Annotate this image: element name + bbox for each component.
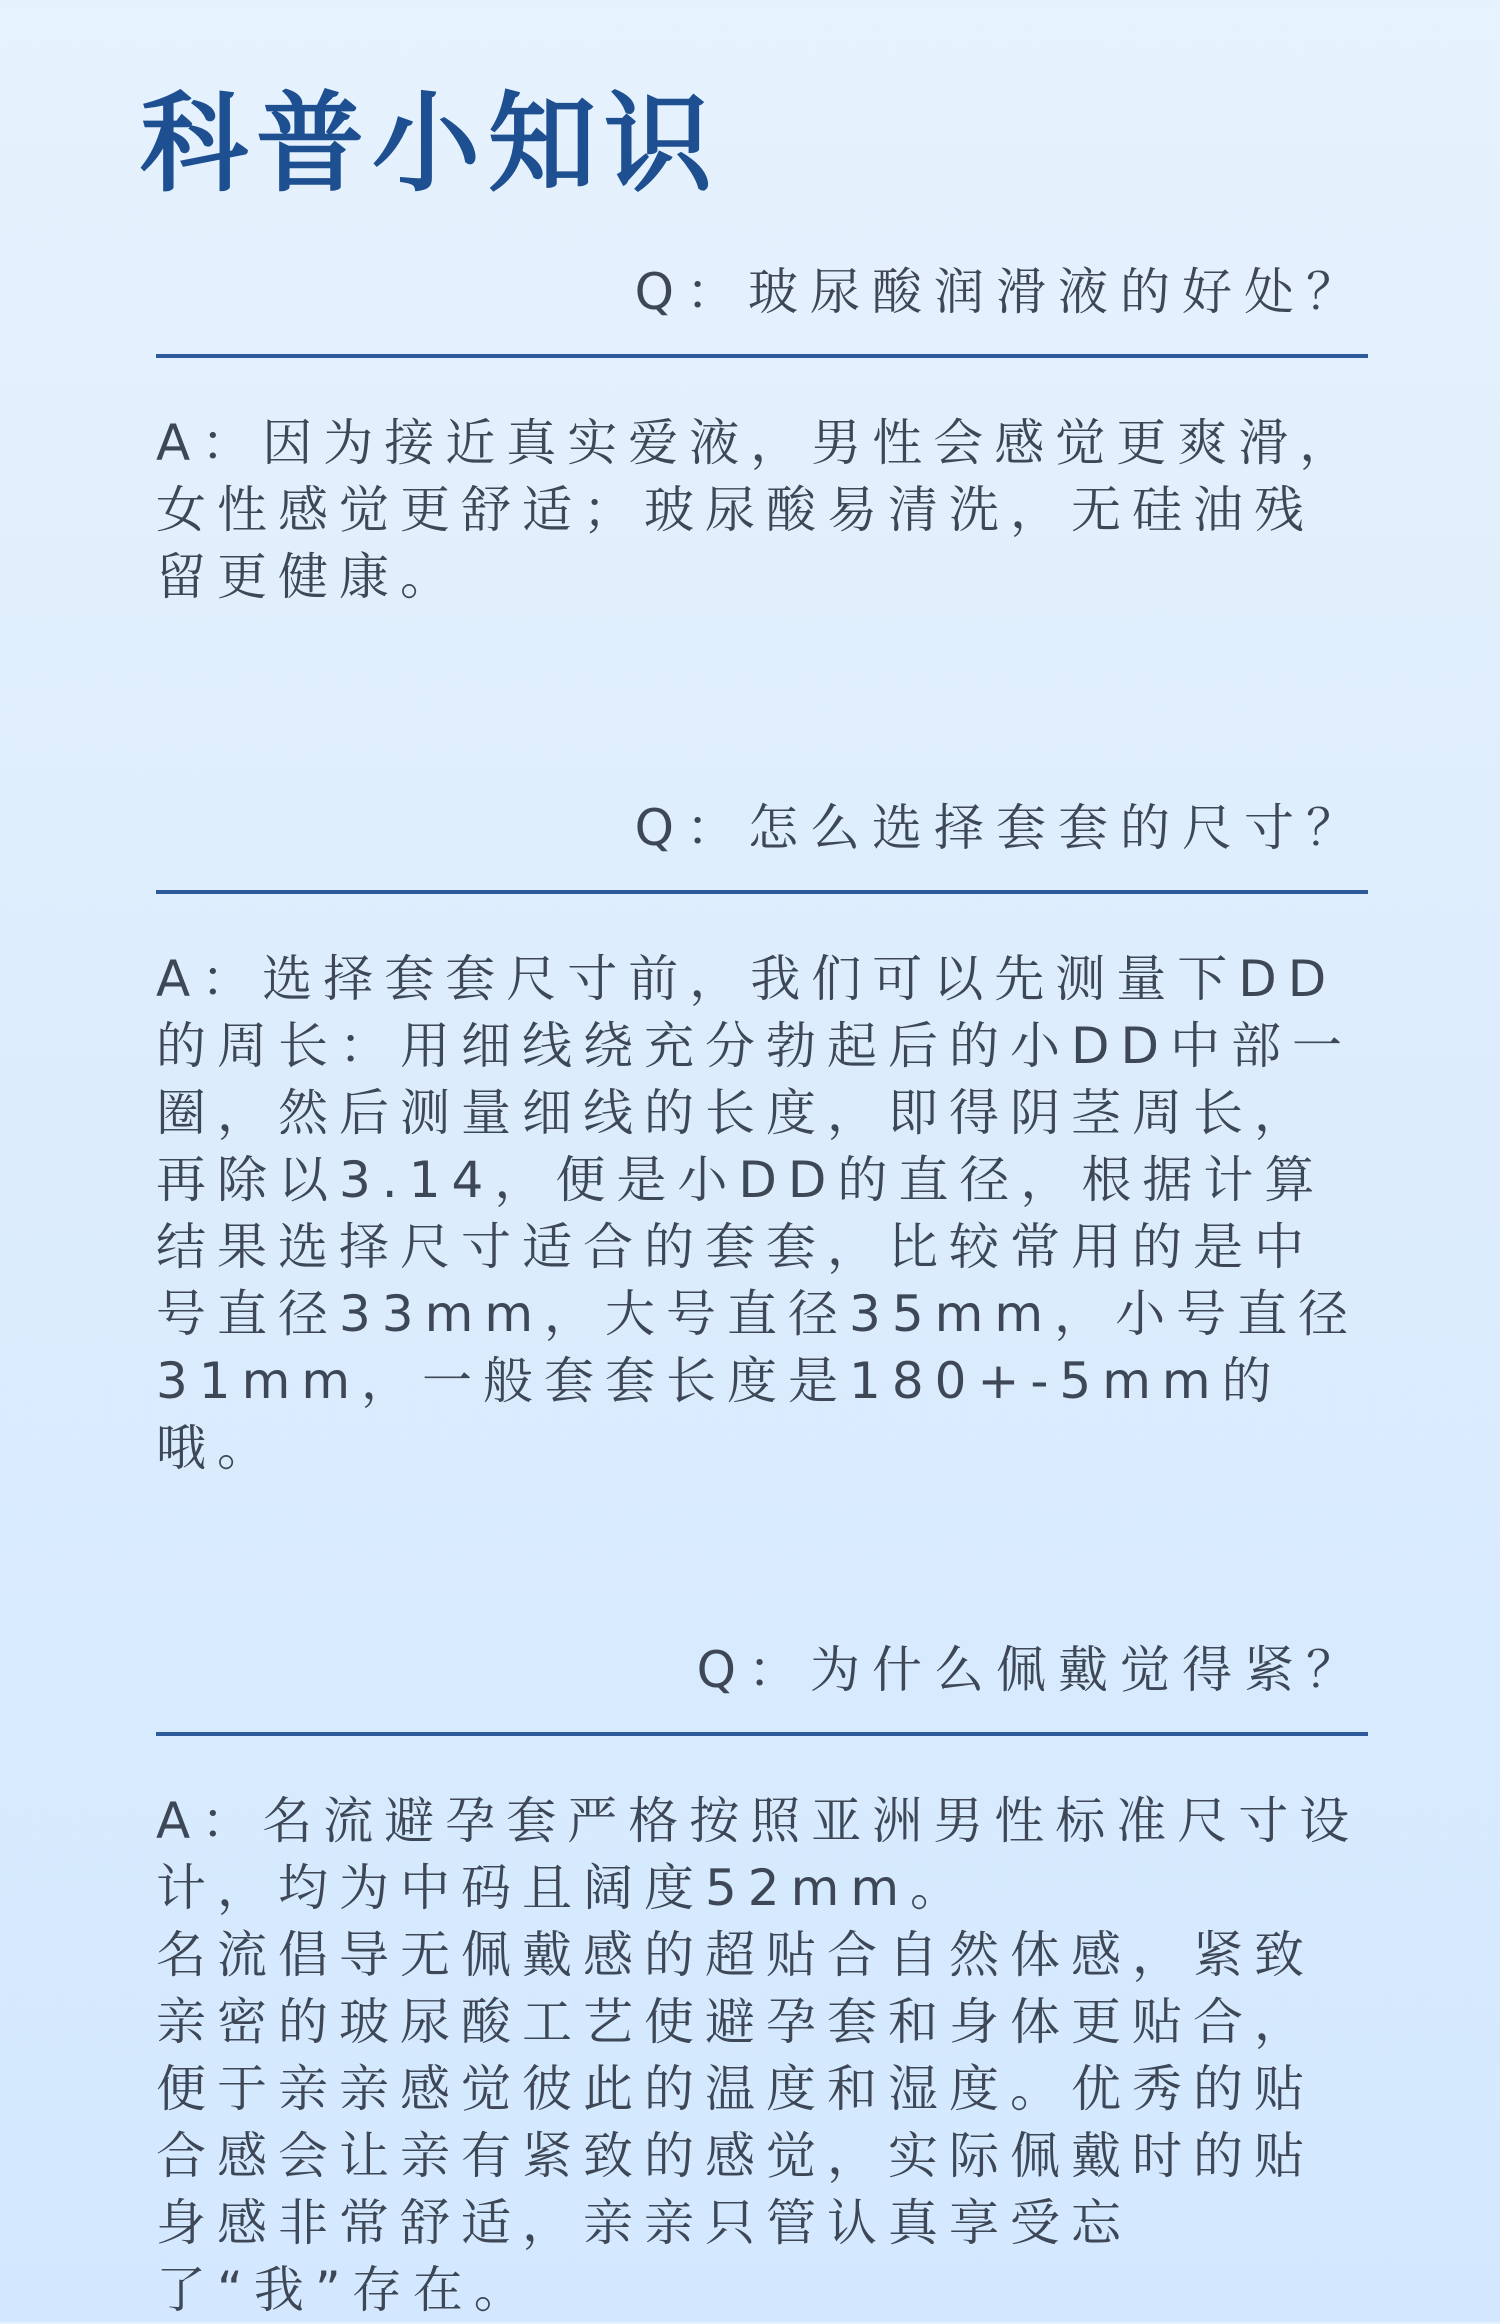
faq-answer-paragraph: A：名流避孕套严格按照亚洲男性标准尺寸设计，均为中码且阔度52mm。 — [156, 1792, 1361, 1917]
faq-answer — [156, 410, 1368, 611]
faq-item-tight-fit — [156, 1630, 1368, 2324]
faq-item-hyaluronic-lubricant — [156, 252, 1368, 611]
faq-answer — [156, 946, 1368, 1482]
faq-question: Q：为什么佩戴觉得紧？ — [696, 1641, 1368, 1699]
faq-divider — [156, 354, 1368, 358]
faq-question: Q：怎么选择套套的尺寸？ — [634, 799, 1368, 857]
faq-answer-paragraph: 名流倡导无佩戴感的超贴合自然体感，紧致亲密的玻尿酸工艺使避孕套和身体更贴合，便于亲亲感觉彼此的温度和湿度。优秀的贴合感会让亲有紧致的感觉，实际佩戴时的贴身感非常舒适，亲亲只管认真享受忘了“我”存在。 — [156, 1926, 1315, 2319]
faq-item-size-selection — [156, 788, 1368, 1482]
faq-divider — [156, 890, 1368, 894]
faq-answer — [156, 1788, 1368, 2324]
faq-divider — [156, 1732, 1368, 1736]
page-title: 科普小知识 — [140, 82, 721, 207]
faq-question: Q：玻尿酸润滑液的好处？ — [634, 263, 1368, 321]
faq-answer-paragraph: A：因为接近真实爱液，男性会感觉更爽滑，女性感觉更舒适；玻尿酸易清洗，无硅油残留更健康。 — [156, 414, 1361, 606]
faq-answer-paragraph: A：选择套套尺寸前，我们可以先测量下DD的周长：用细线绕充分勃起后的小DD中部一圈，然后测量细线的长度，即得阴茎周长，再除以3.14，便是小DD的直径，根据计算结果选择尺寸适合的套套，比较常用的是中号直径33mm，大号直径35mm，小号直径31mm，一般套套长度是180+-5mm的哦。 — [156, 950, 1360, 1477]
